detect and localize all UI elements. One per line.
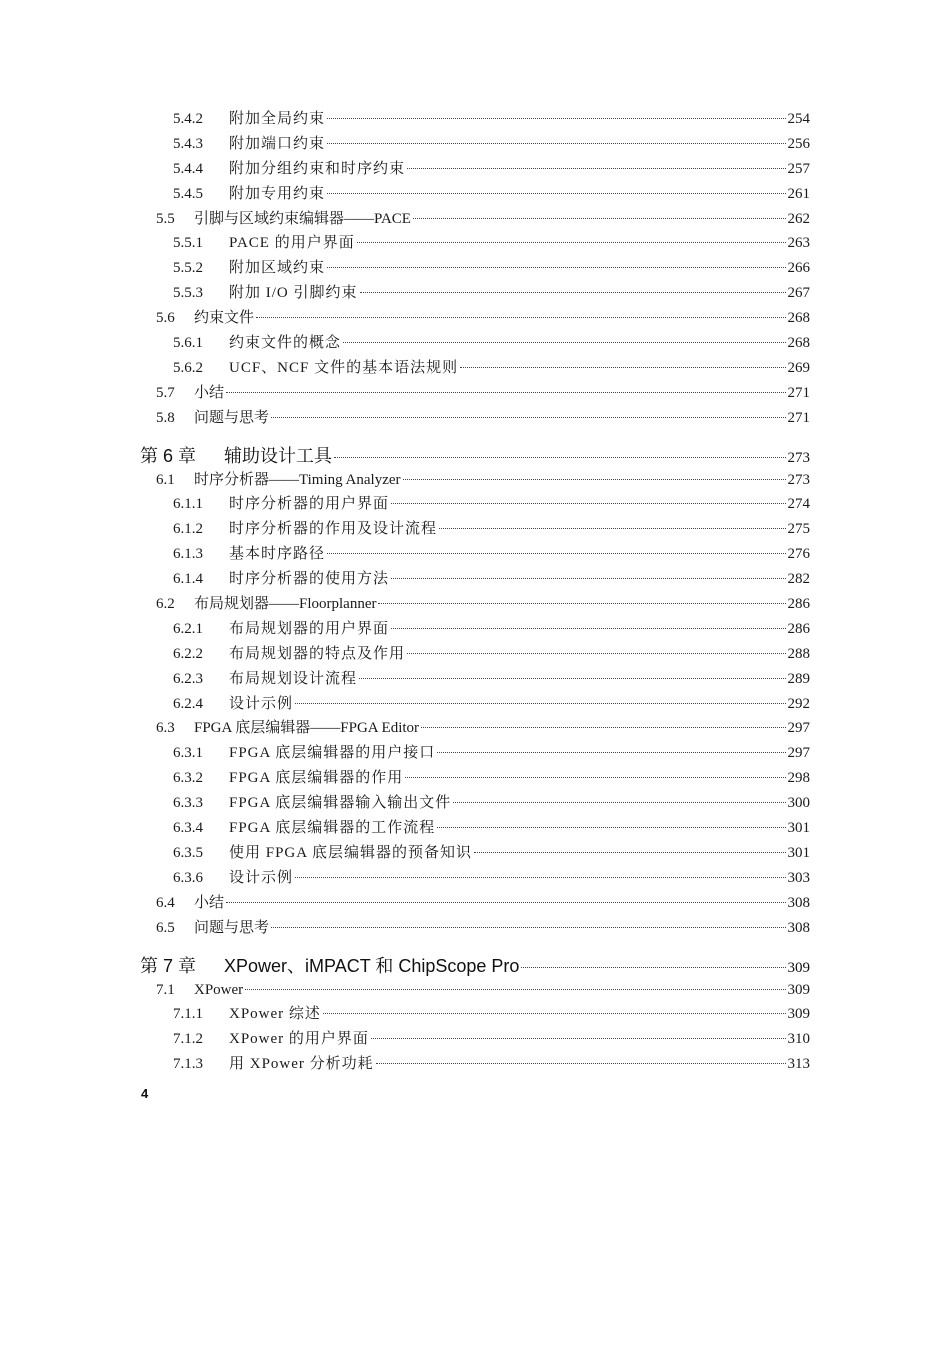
toc-subsection-entry[interactable] xyxy=(0,182,952,207)
entry-page-number: 267 xyxy=(787,285,810,302)
entry-page-number: 276 xyxy=(787,546,810,563)
entry-title: 使用 FPGA 底层编辑器的预备知识 xyxy=(229,844,473,861)
dot-leader xyxy=(271,417,785,418)
toc-section-entry[interactable] xyxy=(0,592,952,617)
dot-leader xyxy=(327,193,785,194)
dot-leader xyxy=(453,802,785,803)
toc-subsection-entry[interactable] xyxy=(0,492,952,517)
entry-title: 时序分析器的使用方法 xyxy=(229,571,390,588)
entry-title: 布局规划器——Floorplanner xyxy=(194,596,377,613)
toc-subsection-entry[interactable] xyxy=(0,617,952,642)
toc-subsection-entry[interactable] xyxy=(0,281,952,306)
dot-leader xyxy=(391,578,785,579)
entry-title: FPGA 底层编辑器的用户接口 xyxy=(229,745,436,762)
entry-number: 6.3.1 xyxy=(173,745,203,762)
entry-number: 6.1.4 xyxy=(173,571,203,588)
entry-title: XPower 的用户界面 xyxy=(229,1031,369,1048)
entry-number: 6.1 xyxy=(156,471,175,488)
entry-page-number: 261 xyxy=(787,185,810,202)
dot-leader xyxy=(413,218,786,219)
entry-title: 附加端口约束 xyxy=(229,135,326,152)
toc-section-entry[interactable] xyxy=(0,207,952,232)
entry-page-number: 286 xyxy=(787,620,810,637)
toc-subsection-entry[interactable] xyxy=(0,692,952,717)
entry-page-number: 288 xyxy=(787,645,810,662)
dot-leader xyxy=(271,927,785,928)
entry-number: 6.3.5 xyxy=(173,844,203,861)
entry-title: 约束文件的概念 xyxy=(229,335,342,352)
entry-number: 第 6 章 xyxy=(140,445,197,466)
toc-section-entry[interactable] xyxy=(0,916,952,941)
entry-page-number: 274 xyxy=(787,496,810,513)
entry-number: 5.7 xyxy=(156,384,175,401)
entry-page-number: 275 xyxy=(787,521,810,538)
dot-leader xyxy=(327,553,785,554)
entry-number: 6.4 xyxy=(156,894,175,911)
toc-section-entry[interactable] xyxy=(0,891,952,916)
dot-leader xyxy=(323,1013,786,1014)
entry-title: 布局规划设计流程 xyxy=(229,670,358,687)
entry-page-number: 268 xyxy=(787,335,810,352)
entry-title: 时序分析器的作用及设计流程 xyxy=(229,521,438,538)
dot-leader xyxy=(407,653,785,654)
dot-leader xyxy=(439,528,785,529)
dot-leader xyxy=(327,143,785,144)
entry-number: 6.1.1 xyxy=(173,496,203,513)
entry-title: FPGA 底层编辑器的工作流程 xyxy=(229,820,436,837)
entry-page-number: 268 xyxy=(787,310,810,327)
entry-page-number: 308 xyxy=(787,919,810,936)
entry-title: 附加专用约束 xyxy=(229,185,326,202)
entry-title: 用 XPower 分析功耗 xyxy=(229,1056,374,1073)
toc-subsection-entry[interactable] xyxy=(0,256,952,281)
entry-page-number: 273 xyxy=(787,449,810,466)
entry-number: 6.3.2 xyxy=(173,770,203,787)
dot-leader xyxy=(226,902,785,903)
dot-leader xyxy=(474,852,785,853)
dot-leader xyxy=(256,317,785,318)
toc-subsection-entry[interactable] xyxy=(0,866,952,891)
entry-number: 5.5.1 xyxy=(173,235,203,252)
entry-page-number: 262 xyxy=(787,210,810,227)
toc-subsection-entry[interactable] xyxy=(0,107,952,132)
entry-page-number: 309 xyxy=(787,981,810,998)
entry-page-number: 309 xyxy=(787,1006,810,1023)
entry-page-number: 263 xyxy=(787,235,810,252)
entry-page-number: 256 xyxy=(787,135,810,152)
entry-title: 附加分组约束和时序约束 xyxy=(229,160,406,177)
entry-number: 6.2.2 xyxy=(173,645,203,662)
entry-title: 附加 I/O 引脚约束 xyxy=(229,285,358,302)
entry-page-number: 310 xyxy=(787,1031,810,1048)
entry-page-number: 254 xyxy=(787,111,810,127)
dot-leader xyxy=(334,457,786,458)
entry-title: 附加全局约束 xyxy=(229,111,326,127)
entry-number: 6.1.3 xyxy=(173,546,203,563)
toc-subsection-entry[interactable] xyxy=(0,741,952,766)
entry-number: 5.5.3 xyxy=(173,285,203,302)
entry-number: 7.1.1 xyxy=(173,1006,203,1023)
entry-number: 5.4.3 xyxy=(173,135,203,152)
entry-page-number: 269 xyxy=(787,359,810,376)
toc-subsection-entry[interactable] xyxy=(0,567,952,592)
entry-number: 6.2 xyxy=(156,596,175,613)
entry-title: 附加区域约束 xyxy=(229,260,326,277)
entry-title: FPGA 底层编辑器——FPGA Editor xyxy=(194,720,420,737)
entry-number: 5.6 xyxy=(156,310,175,327)
entry-number: 第 7 章 xyxy=(140,955,197,976)
entry-page-number: 301 xyxy=(787,820,810,837)
dot-leader xyxy=(371,1038,786,1039)
entry-number: 5.6.2 xyxy=(173,359,203,376)
toc-subsection-entry[interactable] xyxy=(0,1052,952,1077)
dot-leader xyxy=(245,989,785,990)
entry-number: 6.3.3 xyxy=(173,795,203,812)
dot-leader xyxy=(357,242,786,243)
entry-page-number: 257 xyxy=(787,160,810,177)
entry-title: 引脚与区域约束编辑器——PACE xyxy=(194,210,411,227)
dot-leader xyxy=(360,292,786,293)
toc-subsection-entry[interactable] xyxy=(0,517,952,542)
entry-page-number: 282 xyxy=(787,571,810,588)
entry-number: 5.8 xyxy=(156,409,175,426)
dot-leader xyxy=(391,503,785,504)
entry-number: 5.6.1 xyxy=(173,335,203,352)
entry-title: 时序分析器——Timing Analyzer xyxy=(194,471,401,488)
dot-leader xyxy=(378,603,785,604)
entry-number: 5.5 xyxy=(156,210,175,227)
dot-leader xyxy=(327,267,785,268)
dot-leader xyxy=(437,827,785,828)
entry-title: 问题与思考 xyxy=(194,919,270,936)
entry-number: 6.1.2 xyxy=(173,521,203,538)
dot-leader xyxy=(359,678,785,679)
entry-title: 基本时序路径 xyxy=(229,546,326,563)
entry-page-number: 313 xyxy=(787,1056,810,1073)
toc-subsection-entry[interactable] xyxy=(0,766,952,791)
entry-title: XPower、iMPACT 和 ChipScope Pro xyxy=(224,955,520,976)
dot-leader xyxy=(327,118,785,119)
toc-subsection-entry[interactable] xyxy=(0,642,952,667)
entry-title: 小结 xyxy=(194,384,225,401)
entry-page-number: 300 xyxy=(787,795,810,812)
entry-number: 6.2.4 xyxy=(173,695,203,712)
toc-subsection-entry[interactable] xyxy=(0,231,952,256)
entry-page-number: 286 xyxy=(787,596,810,613)
entry-number: 6.2.1 xyxy=(173,620,203,637)
toc-chapter-entry[interactable] xyxy=(0,954,952,978)
entry-title: 约束文件 xyxy=(194,310,255,327)
dot-leader xyxy=(391,628,785,629)
toc-subsection-entry[interactable] xyxy=(0,1002,952,1027)
entry-number: 6.3.4 xyxy=(173,820,203,837)
toc-section-entry[interactable] xyxy=(0,716,952,741)
toc-subsection-entry[interactable] xyxy=(0,356,952,381)
entry-page-number: 301 xyxy=(787,844,810,861)
entry-number: 6.5 xyxy=(156,919,175,936)
toc-subsection-entry[interactable] xyxy=(0,667,952,692)
entry-number: 5.4.4 xyxy=(173,160,203,177)
toc-subsection-entry[interactable] xyxy=(0,791,952,816)
dot-leader xyxy=(421,727,785,728)
dot-leader xyxy=(521,967,785,968)
entry-page-number: 273 xyxy=(787,471,810,488)
entry-number: 7.1.3 xyxy=(173,1056,203,1073)
entry-title: 设计示例 xyxy=(229,869,294,886)
toc-section-entry[interactable] xyxy=(0,306,952,331)
toc-subsection-entry[interactable] xyxy=(0,816,952,841)
entry-page-number: 303 xyxy=(787,869,810,886)
entry-number: 6.2.3 xyxy=(173,670,203,687)
entry-page-number: 297 xyxy=(787,745,810,762)
dot-leader xyxy=(226,392,785,393)
entry-number: 7.1 xyxy=(156,981,175,998)
entry-page-number: 308 xyxy=(787,894,810,911)
entry-title: 小结 xyxy=(194,894,225,911)
entry-title: 辅助设计工具 xyxy=(224,445,332,466)
entry-page-number: 292 xyxy=(787,695,810,712)
toc-subsection-entry[interactable] xyxy=(0,157,952,182)
entry-page-number: 297 xyxy=(787,720,810,737)
toc-section-entry[interactable] xyxy=(0,978,952,1003)
entry-title: 时序分析器的用户界面 xyxy=(229,496,390,513)
entry-title: 设计示例 xyxy=(229,695,294,712)
toc-subsection-entry[interactable] xyxy=(0,331,952,356)
toc-section-entry[interactable] xyxy=(0,406,952,431)
entry-number: 6.3.6 xyxy=(173,869,203,886)
entry-number: 7.1.2 xyxy=(173,1031,203,1048)
dot-leader xyxy=(437,752,785,753)
toc-section-entry[interactable] xyxy=(0,468,952,493)
entry-page-number: 289 xyxy=(787,670,810,687)
toc-subsection-entry[interactable] xyxy=(0,542,952,567)
entry-title: FPGA 底层编辑器输入输出文件 xyxy=(229,795,452,812)
entry-number: 6.3 xyxy=(156,720,175,737)
entry-title: XPower xyxy=(194,981,244,998)
entry-title: 问题与思考 xyxy=(194,409,270,426)
dot-leader xyxy=(460,367,785,368)
entry-number: 5.5.2 xyxy=(173,260,203,277)
toc-subsection-entry[interactable] xyxy=(0,132,952,157)
entry-number: 5.4.2 xyxy=(173,111,203,127)
entry-title: 布局规划器的特点及作用 xyxy=(229,645,406,662)
entry-page-number: 298 xyxy=(787,770,810,787)
dot-leader xyxy=(295,877,785,878)
dot-leader xyxy=(295,703,785,704)
toc-subsection-entry[interactable] xyxy=(0,841,952,866)
entry-title: XPower 综述 xyxy=(229,1006,321,1023)
toc-chapter-entry[interactable] xyxy=(0,444,952,468)
entry-number: 5.4.5 xyxy=(173,185,203,202)
entry-page-number: 271 xyxy=(787,409,810,426)
entry-title: FPGA 底层编辑器的作用 xyxy=(229,770,404,787)
table-of-contents xyxy=(0,107,952,1077)
entry-title: 布局规划器的用户界面 xyxy=(229,620,390,637)
dot-leader xyxy=(343,342,785,343)
dot-leader xyxy=(405,777,785,778)
dot-leader xyxy=(407,168,785,169)
entry-page-number: 309 xyxy=(787,959,810,976)
entry-title: UCF、NCF 文件的基本语法规则 xyxy=(229,359,459,376)
toc-subsection-entry[interactable] xyxy=(0,1027,952,1052)
entry-title: PACE 的用户界面 xyxy=(229,235,355,252)
entry-page-number: 266 xyxy=(787,260,810,277)
dot-leader xyxy=(376,1063,786,1064)
dot-leader xyxy=(403,479,786,480)
toc-section-entry[interactable] xyxy=(0,381,952,406)
entry-page-number: 271 xyxy=(787,384,810,401)
page-number: 4 xyxy=(141,1086,149,1101)
